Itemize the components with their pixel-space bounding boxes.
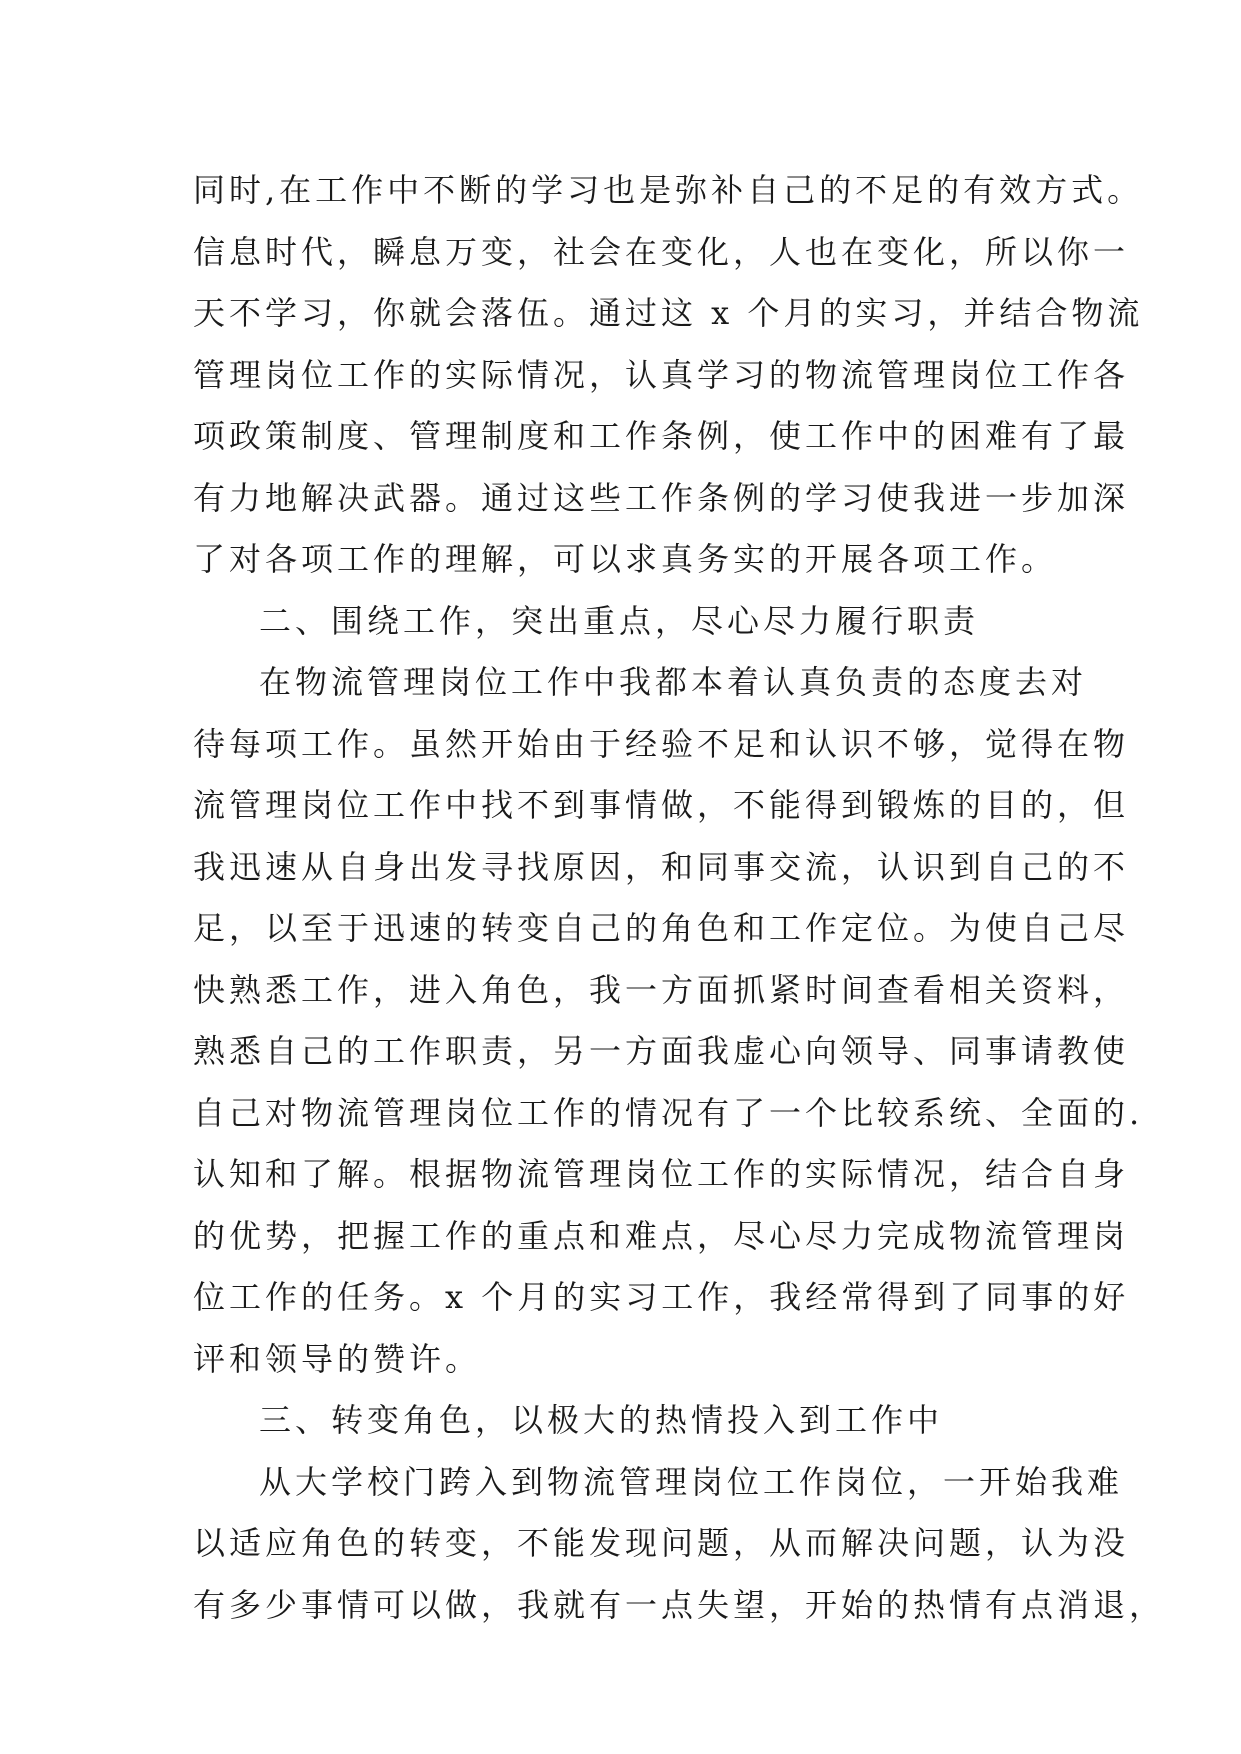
text-line: 评和领导的赞许。: [193, 1339, 482, 1378]
text-line: 足，以至于迅速的转变自己的角色和工作定位。为使自己尽: [193, 909, 1130, 947]
text-line: 有多少事情可以做，我就有一点失望，开始的热情有点消退，: [193, 1585, 1166, 1624]
text-line: 管理岗位工作的实际情况，认真学习的物流管理岗位工作各: [193, 355, 1130, 394]
document-body: [193, 160, 1166, 1636]
text-line: 有力地解决武器。通过这些工作条例的学习使我进一步加深: [193, 478, 1130, 517]
paragraph-first-line: 在物流管理岗位工作中我都本着认真负责的态度去对: [259, 663, 1088, 701]
section-heading: 三、转变角色，以极大的热情投入到工作中: [259, 1401, 944, 1439]
text-line: 以适应角色的转变，不能发现问题，从而解决问题，认为没: [193, 1524, 1130, 1562]
section-heading: 二、围绕工作，突出重点，尽心尽力履行职责: [259, 601, 980, 640]
text-line: 自己对物流管理岗位工作的情况有了一个比较系统、全面的.: [193, 1093, 1144, 1132]
text-line: 认知和了解。根据物流管理岗位工作的实际情况，结合自身: [193, 1155, 1130, 1193]
text-line: 熟悉自己的工作职责，另一方面我虚心向领导、同事请教使: [193, 1032, 1130, 1070]
text-line: 流管理岗位工作中找不到事情做，不能得到锻炼的目的，但: [193, 786, 1130, 824]
text-line: 位工作的任务。x 个月的实习工作，我经常得到了同事的好: [193, 1278, 1130, 1316]
text-line: 待每项工作。虽然开始由于经验不足和认识不够，觉得在物: [193, 724, 1130, 763]
text-line: 同时,在工作中不断的学习也是弥补自己的不足的有效方式。: [193, 171, 1144, 209]
text-line: 了对各项工作的理解，可以求真务实的开展各项工作。: [193, 540, 1058, 578]
text-line: 的优势，把握工作的重点和难点，尽心尽力完成物流管理岗: [193, 1216, 1130, 1255]
text-line: 项政策制度、管理制度和工作条例，使工作中的困难有了最: [193, 417, 1130, 455]
text-line: 快熟悉工作，进入角色，我一方面抓紧时间查看相关资料，: [193, 970, 1130, 1009]
text-line: 我迅速从自身出发寻找原因，和同事交流，认识到自己的不: [193, 847, 1130, 886]
text-line: 信息时代，瞬息万变，社会在变化，人也在变化，所以你一: [193, 232, 1130, 271]
text-line: 天不学习，你就会落伍。通过这 x 个月的实习，并结合物流: [193, 294, 1144, 332]
paragraph-first-line: 从大学校门跨入到物流管理岗位工作岗位，一开始我难: [259, 1462, 1124, 1501]
